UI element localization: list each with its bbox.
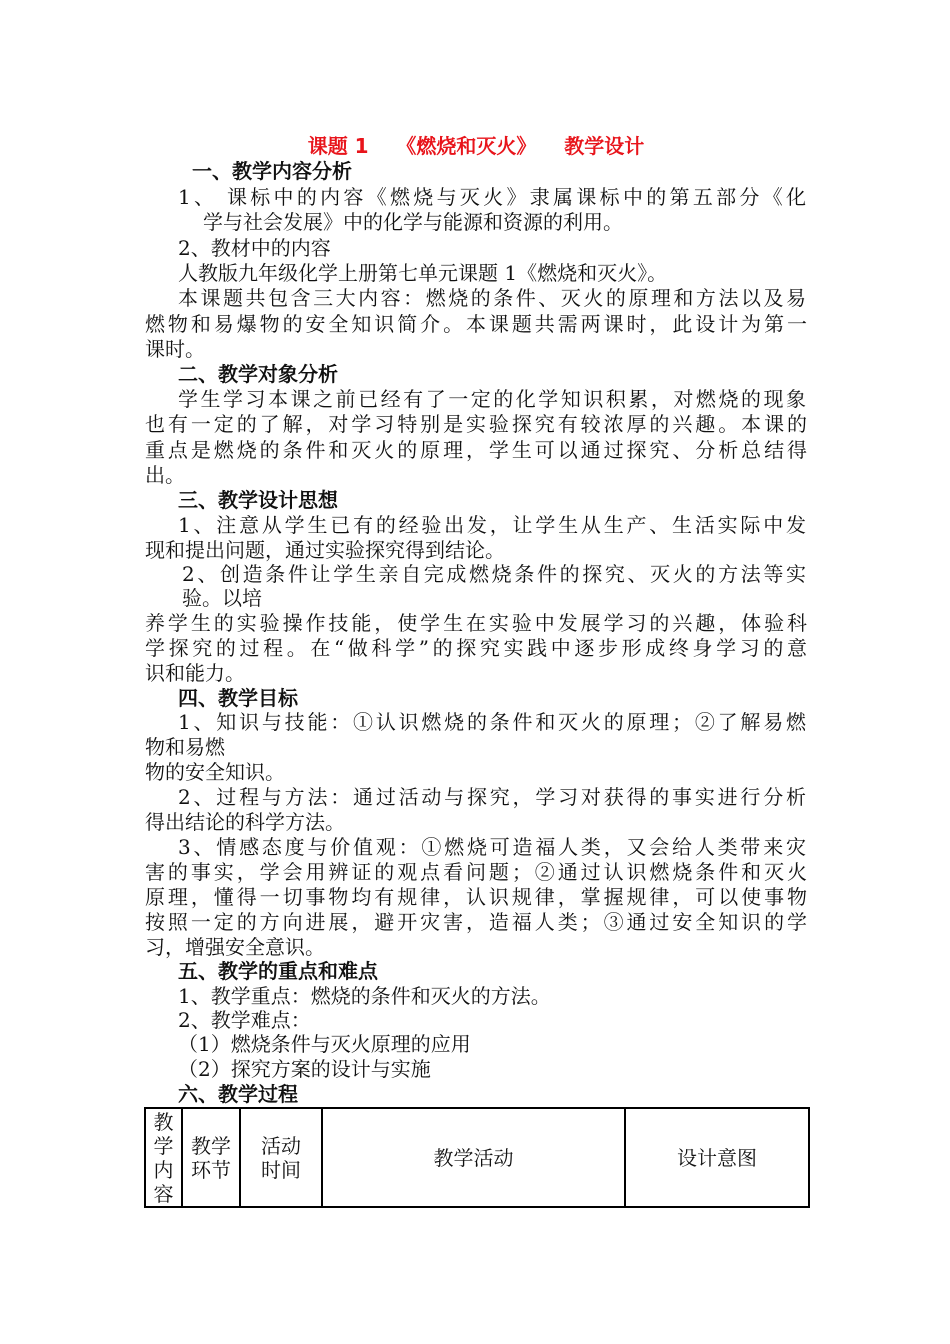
table-header-cell [145,1108,182,1207]
paragraph-line: 重点是燃烧的条件和灭火的原理，学生可以通过探究、分析总结得 [145,438,807,462]
paragraph-line: 养学生的实验操作技能，使学生在实验中发展学习的兴趣，体验科 [145,611,807,635]
paragraph-line: 验。以培 [182,586,262,610]
paragraph-line: 出。 [145,463,185,487]
paragraph-line: 物和易燃 [145,735,225,759]
paragraph-line: 识和能力。 [145,661,245,685]
section-heading-key-points: 五、教学的重点和难点 [178,959,378,983]
document-title: 课题 1 《燃烧和灭火》 教学设计 [307,134,645,158]
table-header-cell [182,1108,240,1207]
paragraph-line: 1、注意从学生已有的经验出发，让学生从生产、生活实际中发 [178,513,806,537]
header-teaching-content: 教学内容 [153,1109,174,1206]
paragraph-line: 2、教材中的内容 [178,236,331,260]
paragraph-line: 课时。 [145,337,205,361]
section-heading-teaching-process: 六、教学过程 [178,1082,298,1106]
paragraph-line: 原理，懂得一切事物均有规律，认识规律，掌握规律，可以使事物 [145,885,807,909]
paragraph-line: 3、情感态度与价值观：①燃烧可造福人类，又会给人类带来灾 [178,835,806,859]
paragraph-line: 物的安全知识。 [145,760,285,784]
paragraph-line: 2、创造条件让学生亲自完成燃烧条件的探究、灭火的方法等实 [182,562,806,586]
table-header-cell [240,1108,322,1207]
header-activity-time: 活动时间 [261,1133,301,1182]
paragraph-line: 学生学习本课之前已经有了一定的化学知识积累，对燃烧的现象 [178,387,806,411]
paragraph-line: 也有一定的了解，对学习特别是实验探究有较浓厚的兴趣。本课的 [145,412,807,436]
section-heading-objectives: 四、教学目标 [178,686,298,710]
teaching-process-table [144,1107,810,1208]
paragraph-line: 现和提出问题，通过实验探究得到结论。 [145,538,505,562]
paragraph-line: 1、 课标中的内容《燃烧与灭火》隶属课标中的第五部分《化 [178,185,806,209]
paragraph-line: （2）探究方案的设计与实施 [178,1057,431,1081]
paragraph-line: 燃物和易爆物的安全知识简介。本课题共需两课时，此设计为第一 [145,312,807,336]
section-heading-student-analysis: 二、教学对象分析 [178,362,338,386]
section-heading-content-analysis: 一、教学内容分析 [192,159,352,183]
paragraph-line: 按照一定的方向进展，避开灾害，造福人类；③通过安全知识的学 [145,910,807,934]
section-heading-design-idea: 三、教学设计思想 [178,488,338,512]
paragraph-line: 得出结论的科学方法。 [145,810,345,834]
paragraph-line: 1、知识与技能：①认识燃烧的条件和灭火的原理；②了解易燃 [178,710,806,734]
paragraph-line: 1、教学重点：燃烧的条件和灭火的方法。 [178,984,551,1008]
paragraph-line: 习，增强安全意识。 [145,935,325,959]
paragraph-line: 2、教学难点： [178,1008,311,1032]
paragraph-line: 害的事实，学会用辨证的观点看问题；②通过认识燃烧条件和灭火 [145,860,807,884]
header-teaching-activity: 教学活动 [322,1108,625,1207]
paragraph-line: 人教版九年级化学上册第七单元课题 1《燃烧和灭火》。 [178,261,668,285]
paragraph-line: 学探究的过程。在“做科学”的探究实践中逐步形成终身学习的意 [145,636,807,660]
paragraph-line: 学与社会发展》中的化学与能源和资源的利用。 [203,210,623,234]
paragraph-line: （1）燃烧条件与灭火原理的应用 [178,1032,471,1056]
paragraph-line: 本课题共包含三大内容：燃烧的条件、灭火的原理和方法以及易 [178,286,806,310]
header-teaching-stage: 教学环节 [191,1133,231,1182]
table-header-row [145,1108,809,1207]
paragraph-line: 2、过程与方法：通过活动与探究，学习对获得的事实进行分析 [178,785,806,809]
header-design-intent: 设计意图 [625,1108,809,1207]
